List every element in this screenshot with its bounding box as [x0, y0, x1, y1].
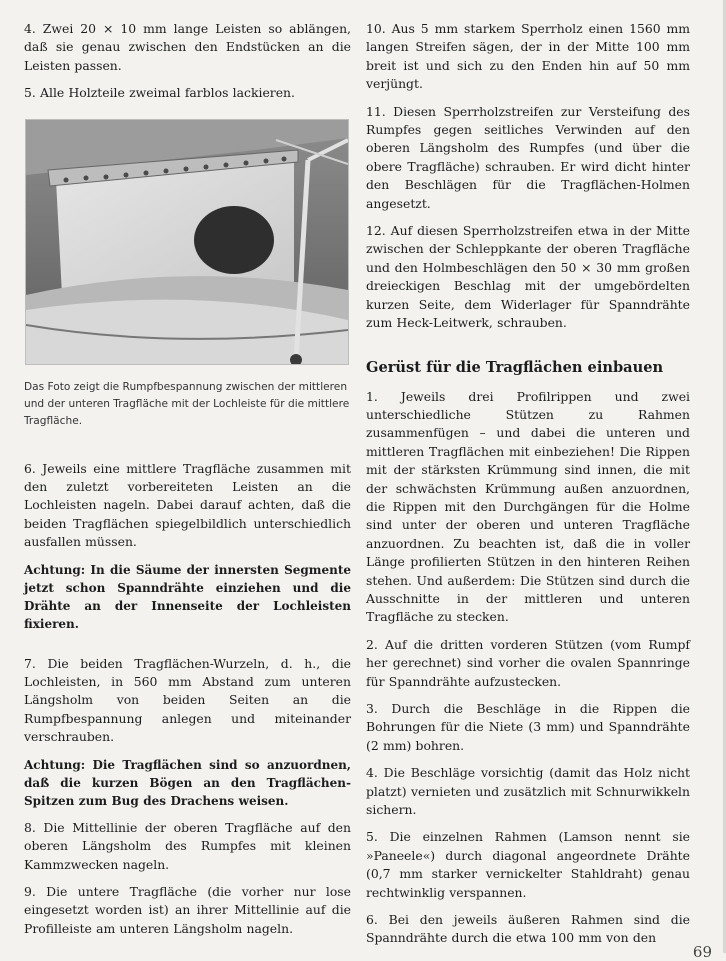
right-column [366, 20, 690, 957]
section-heading: Gerüst für die Tragflächen einbauen [366, 358, 664, 376]
note-attention-1: Achtung: In die Säume der innersten Segmente jetzt schon Spanndrähte einziehen und die Drähte an der Innenseite der Lochleisten fixieren. [24, 562, 351, 631]
paragraph-step-10: 10. Aus 5 mm starkem Sperrholz einen 1560 mm langen Streifen sägen, der in der Mitte 100 mm breit ist und sich zu den Enden hin auf 50 mm verjüngt. [366, 21, 690, 92]
note-attention-2: Achtung: Die Tragflächen sind so anzuordnen, daß die kurzen Bögen an den Tragflächen-Spitzen zum Bug des Drachens weisen. [24, 757, 351, 808]
left-column [24, 20, 351, 947]
paragraph-frame-step-5: 5. Die einzelnen Rahmen (Lamson nennt sie »Paneele«) durch diagonal angeordnete Drähte (0,7 mm starker vernickelter Stahldraht) genau rechtwinklig verspannen. [366, 829, 690, 900]
paragraph-frame-step-3: 3. Durch die Beschläge in die Rippen die Bohrungen für die Niete (3 mm) und Spanndrähte (2 mm) bohren. [366, 701, 690, 753]
paragraph-frame-step-2: 2. Auf die dritten vorderen Stützen (vom Rumpf her gerechnet) sind vorher die ovalen Spannringe für Spanndrähte aufzustecken. [366, 636, 690, 689]
paragraph-step-5: 5. Alle Holzteile zweimal farblos lackieren. [24, 85, 295, 101]
kite-photo [25, 119, 349, 365]
paragraph-frame-step-6: 6. Bei den jeweils äußeren Rahmen sind die Spanndrähte durch die etwa 100 mm von den [366, 912, 690, 946]
paragraph-step-4: 4. Zwei 20 × 10 mm lange Leisten so ablängen, daß sie genau zwischen den Endstücken an die Leisten passen. [24, 21, 351, 73]
photo-caption: Das Foto zeigt die Rumpfbespannung zwischen der mittleren und der unteren Tragfläche mit der Lochleiste für die mittlere Tragfläche. [24, 380, 350, 427]
paragraph-step-6: 6. Jeweils eine mittlere Tragfläche zusammen mit den zuletzt vorbereiteten Leisten an die Lochleisten nageln. Dabei darauf achten, daß die beiden Tragflächen spiegelbildlich unterschiedlich ausfallen müssen. [24, 460, 351, 550]
paragraph-step-12: 12. Auf diesen Sperrholzstreifen etwa in der Mitte zwischen der Schleppkante der oberen Tragfläche und den Holmbeschlägen den 50 × 30 mm großen dreieckigen Beschlag mit der umgebördelten kurzen Seite, dem Widerlager für Spanndrähte zum Heck-Leitwerk, schrauben. [366, 223, 690, 331]
paragraph-step-9: 9. Die untere Tragfläche (die vorher nur lose eingesetzt worden ist) an ihrer Mittellinie auf die Profilleiste am unteren Längsholm nageln. [24, 883, 351, 936]
paragraph-step-8: 8. Die Mittellinie der oberen Tragfläche auf den oberen Längsholm des Rumpfes mit kleinen Kammzwecken nageln. [24, 819, 351, 872]
paragraph-frame-step-4: 4. Die Beschläge vorsichtig (damit das Holz nicht platzt) vernieten und zusätzlich mit Schnurwikkeln sichern. [366, 765, 690, 818]
paragraph-step-11: 11. Diesen Sperrholzstreifen zur Versteifung des Rumpfes gegen seitliches Verwinden auf den oberen Längsholm des Rumpfes (und über die obere Tragfläche) schrauben. Er wird dicht hinter den Beschlägen für die Tragflächen-Holmen angesetzt. [366, 103, 690, 211]
paragraph-frame-step-1: 1. Jeweils drei Profilrippen und zwei unterschiedliche Stützen zu Rahmen zusammenfügen – und dabei die unteren und mittleren Tragflächen mit einbeziehen! Die Rippen mit der stärksten Krümmung sind innen, die mit der schwächsten Krümmung außen anzuordnen, die Rippen mit den Durchgängen für die Holme sind unter der oberen und unteren Tragfläche anzuordnen. Zu beachten ist, daß die in voller Länge profilierten Stützen in den hinteren Reihen stehen. Und außerdem: Die Stützen sind durch die Ausschnitte in der mittleren und unteren Tragfläche zu stecken. [366, 388, 690, 625]
page-number: 69 [692, 943, 712, 961]
paragraph-step-7: 7. Die beiden Tragflächen-Wurzeln, d. h., die Lochleisten, in 560 mm Abstand zum unteren Längsholm von beiden Seiten an die Rumpfbespannung anlegen und miteinander verschrauben. [24, 655, 351, 745]
kite-photo-graphic [26, 120, 348, 364]
